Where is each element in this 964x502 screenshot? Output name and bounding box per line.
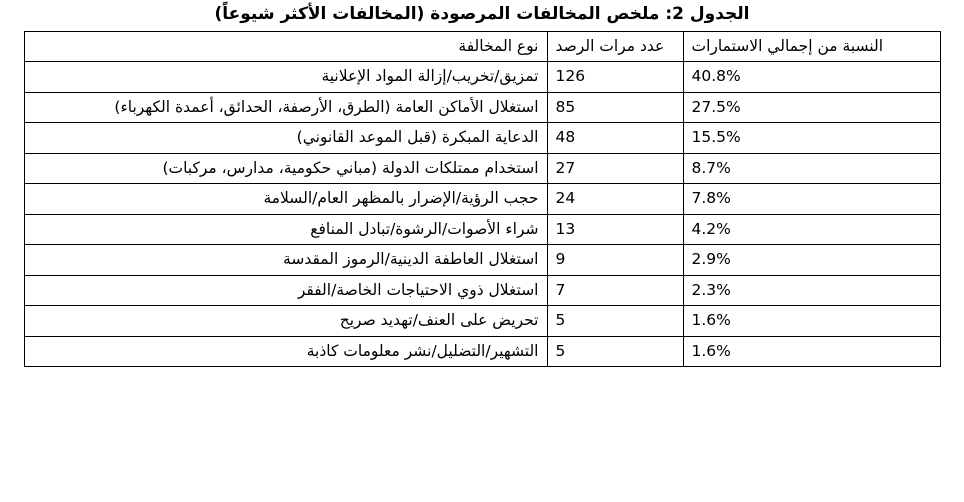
table-row <box>24 306 940 336</box>
table-row <box>24 184 940 214</box>
cell-count: 7 <box>547 275 683 305</box>
table-body <box>24 62 940 367</box>
cell-percent: 2.3% <box>691 280 731 299</box>
cell-percent: 1.6% <box>691 341 731 360</box>
table-row <box>24 214 940 244</box>
column-header-type: نوع المخالفة <box>24 32 547 62</box>
cell-count: 24 <box>547 184 683 214</box>
cell-percent: 7.8% <box>691 189 731 208</box>
cell-count: 9 <box>547 245 683 275</box>
cell-type: تحريض على العنف/تهديد صريح <box>24 306 547 336</box>
cell-percent: 27.5% <box>691 97 741 116</box>
cell-type: استغلال ذوي الاحتياجات الخاصة/الفقر <box>24 275 547 305</box>
cell-type: الدعاية المبكرة (قبل الموعد القانوني) <box>24 123 547 153</box>
cell-percent: 4.2% <box>691 219 731 238</box>
table-row <box>24 245 940 275</box>
cell-percent: 1.6% <box>691 311 731 330</box>
table-caption: الجدول 2: ملخص المخالفات المرصودة (المخالفات الأكثر شيوعاً) <box>214 4 750 24</box>
cell-type: استغلال الأماكن العامة (الطرق، الأرصفة، الحدائق، أعمدة الكهرباء) <box>24 92 547 122</box>
cell-count: 126 <box>547 62 683 92</box>
cell-count: 5 <box>547 306 683 336</box>
cell-percent: 8.7% <box>691 158 731 177</box>
table-header <box>24 32 940 62</box>
cell-percent: 2.9% <box>691 250 731 269</box>
cell-percent: 40.8% <box>691 67 741 86</box>
table-row <box>24 275 940 305</box>
cell-count: 5 <box>547 336 683 366</box>
violations-table <box>24 31 941 367</box>
cell-type: تمزيق/تخريب/إزالة المواد الإعلانية <box>24 62 547 92</box>
cell-type: شراء الأصوات/الرشوة/تبادل المنافع <box>24 214 547 244</box>
table-row <box>24 123 940 153</box>
cell-type: استغلال العاطفة الدينية/الرموز المقدسة <box>24 245 547 275</box>
cell-count: 48 <box>547 123 683 153</box>
table-row <box>24 92 940 122</box>
table-row <box>24 336 940 366</box>
table-row <box>24 62 940 92</box>
cell-type: حجب الرؤية/الإضرار بالمظهر العام/السلامة <box>24 184 547 214</box>
table-row <box>24 153 940 183</box>
table-header-row <box>24 32 940 62</box>
cell-count: 85 <box>547 92 683 122</box>
column-header-count: عدد مرات الرصد <box>547 32 683 62</box>
column-header-percent: النسبة من إجمالي الاستمارات <box>683 32 940 62</box>
cell-count: 27 <box>547 153 683 183</box>
cell-type: استخدام ممتلكات الدولة (مباني حكومية، مدارس، مركبات) <box>24 153 547 183</box>
cell-count: 13 <box>547 214 683 244</box>
cell-percent: 15.5% <box>691 128 741 147</box>
cell-type: التشهير/التضليل/نشر معلومات كاذبة <box>24 336 547 366</box>
